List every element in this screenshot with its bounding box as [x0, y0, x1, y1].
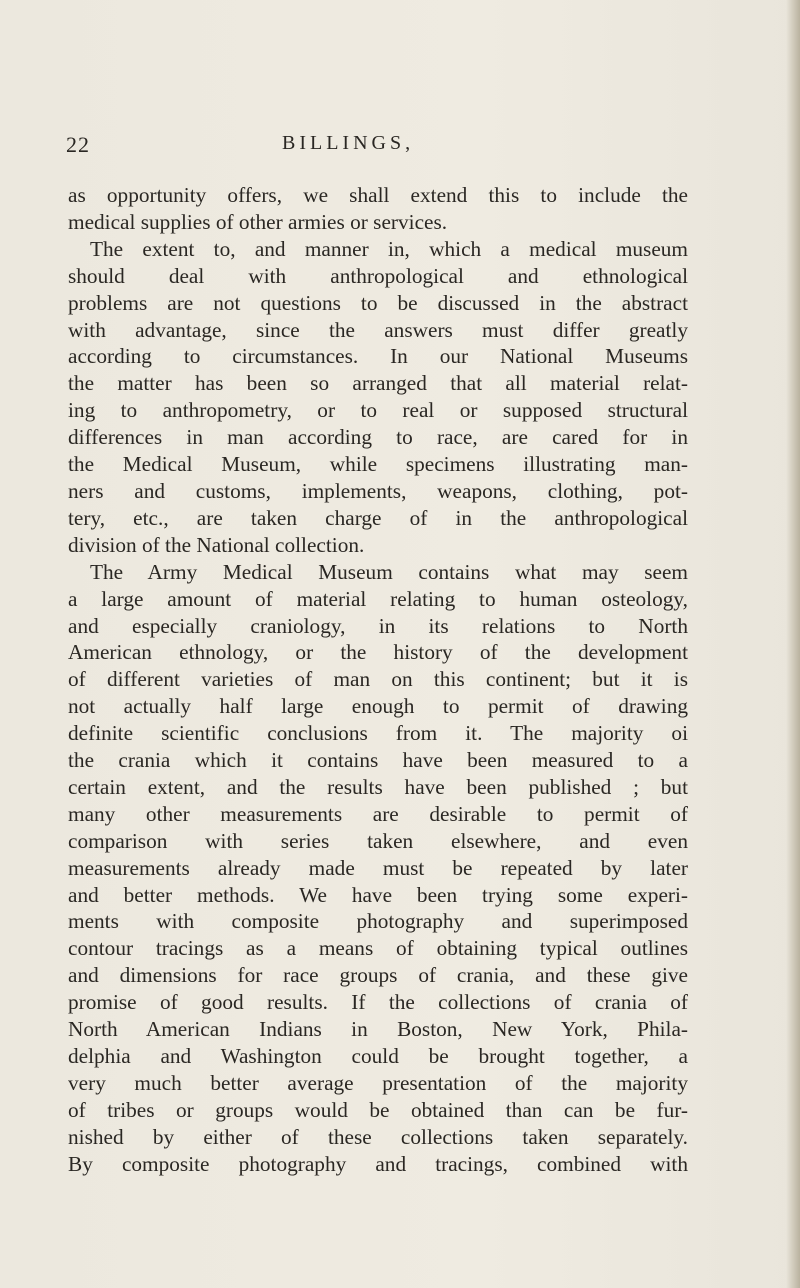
- text-line: definite scientific conclusions from it. The majority oi: [68, 721, 688, 746]
- text-line: a large amount of material relating to human osteology,: [68, 586, 688, 611]
- text-line: and dimensions for race groups of crania, and these give: [68, 963, 688, 988]
- text-line: American ethnology, or the history of the development: [68, 640, 688, 665]
- page-number: 22: [66, 132, 90, 157]
- text-line: very much better average presentation of the majority: [68, 1070, 688, 1095]
- text-line: The extent to, and manner in, which a medical museum: [90, 236, 688, 261]
- text-line: should deal with anthropological and ethnological: [68, 263, 688, 288]
- text-line: ing to anthropometry, or to real or supposed structural: [68, 398, 688, 423]
- text-line: measurements already made must be repeated by later: [68, 855, 688, 880]
- text-line: certain extent, and the results have been published ; but: [68, 774, 688, 799]
- text-line: of tribes or groups would be obtained than can be fur-: [68, 1097, 688, 1122]
- text-line: as opportunity offers, we shall extend this to include the: [68, 183, 688, 207]
- text-line: comparison with series taken elsewhere, and even: [68, 828, 688, 853]
- text-line: the matter has been so arranged that all material relat-: [68, 371, 688, 396]
- text-line: ments with composite photography and superimposed: [68, 909, 688, 934]
- text-line: not actually half large enough to permit of drawing: [68, 694, 688, 719]
- text-line: contour tracings as a means of obtaining typical outlines: [68, 936, 688, 961]
- text-line: medical supplies of other armies or services.: [68, 209, 448, 234]
- text-line: ners and customs, implements, weapons, clothing, pot-: [68, 478, 688, 503]
- text-line: problems are not questions to be discussed in the abstract: [68, 290, 688, 315]
- text-line: according to circumstances. In our National Museums: [68, 344, 688, 369]
- page-edge-shadow: [786, 0, 800, 1288]
- text-line: nished by either of these collections taken separately.: [68, 1124, 688, 1149]
- text-line: North American Indians in Boston, New York, Phila-: [68, 1017, 688, 1042]
- text-line: tery, etc., are taken charge of in the anthropological: [68, 505, 688, 530]
- text-line: the Medical Museum, while specimens illustrating man-: [68, 452, 688, 477]
- text-line: delphia and Washington could be brought together, a: [68, 1044, 688, 1068]
- text-line: of different varieties of man on this continent; but it is: [68, 667, 688, 692]
- text-line: By composite photography and tracings, combined with: [68, 1151, 688, 1176]
- text-line: differences in man according to race, are cared for in: [68, 425, 688, 450]
- text-line: promise of good results. If the collections of crania of: [68, 990, 688, 1015]
- text-line: The Army Medical Museum contains what may seem: [90, 559, 688, 584]
- body-text: [68, 182, 688, 1178]
- running-head: BILLINGS,: [282, 132, 415, 154]
- text-line: many other measurements are desirable to permit of: [68, 801, 688, 826]
- text-line: with advantage, since the answers must differ greatly: [68, 317, 688, 342]
- text-line: and especially craniology, in its relations to North: [68, 613, 688, 638]
- text-line: the crania which it contains have been measured to a: [68, 748, 688, 773]
- text-line: and better methods. We have been trying some experi-: [68, 882, 688, 907]
- text-line: division of the National collection.: [68, 532, 365, 557]
- page-header: [66, 132, 506, 162]
